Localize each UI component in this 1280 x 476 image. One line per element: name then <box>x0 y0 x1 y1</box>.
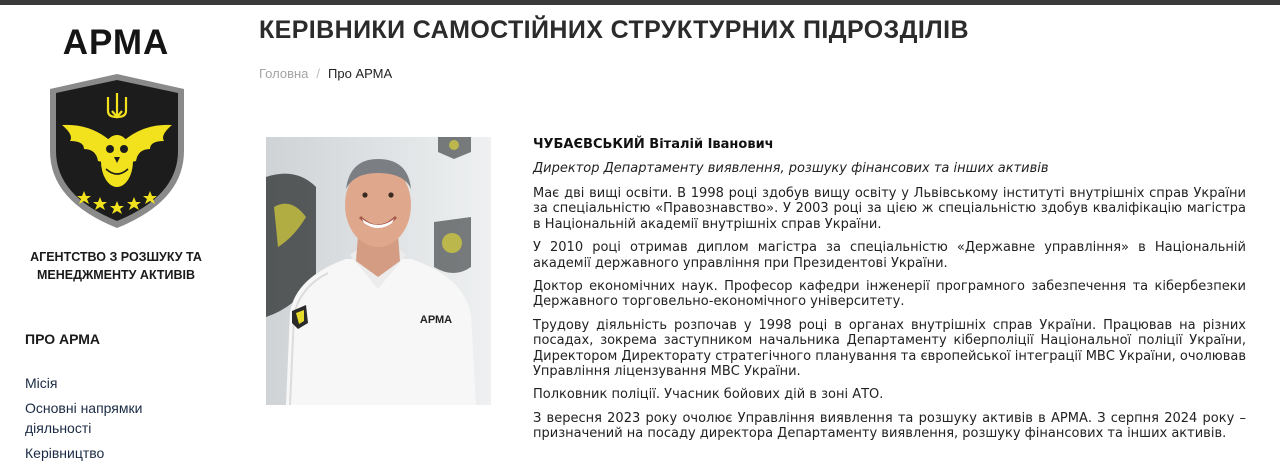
sidebar-heading: ПРО АРМА <box>25 331 101 347</box>
breadcrumb-current: Про АРМА <box>328 66 393 81</box>
page-title: КЕРІВНИКИ САМОСТІЙНИХ СТРУКТУРНИХ ПІДРОЗДІЛІВ <box>259 16 969 44</box>
breadcrumb-home-link[interactable]: Головна <box>259 66 309 81</box>
breadcrumb-separator: / <box>316 66 321 81</box>
agency-name: АГЕНТСТВО З РОЗШУКУ ТА МЕНЕДЖМЕНТУ АКТИВІВ <box>30 250 202 282</box>
profile-name: ЧУБАЄВСЬКИЙ Віталій Іванович <box>533 137 774 152</box>
profile-photo <box>266 137 491 405</box>
sidebar-item-leadership[interactable]: Керівництво <box>25 445 105 461</box>
bio-paragraph: Доктор економічних наук. Професор кафедри інженерії програмного забезпечення та кібербезпеки Державного торговельно-економічного університету. <box>533 279 1246 310</box>
sidebar <box>0 5 232 476</box>
sidebar-item-mission[interactable]: Місія <box>25 375 58 391</box>
sidebar-item-main-directions[interactable]: Основні напрямки діяльності <box>25 400 143 436</box>
shield-logo-icon[interactable] <box>44 71 190 231</box>
bio-paragraph: У 2010 році отримав диплом магістра за спеціальністю «Державне управління» в Національній академії державного управління при Президентові України. <box>533 240 1246 271</box>
breadcrumb <box>259 66 392 81</box>
bio-paragraph: З вересня 2023 року очолює Управління виявлення та розшуку активів в АРМА. З серпня 2024 року – призначений на посаду директора Департаменту виявлення, розшуку фінансових та інших активів. <box>533 410 1246 442</box>
shirt-logo-text: АРМА <box>419 314 453 326</box>
bio-paragraph: Полковник поліції. Учасник бойових дій в зоні АТО. <box>533 387 884 403</box>
sidebar-menu <box>25 373 215 468</box>
profile-bio <box>533 137 1246 450</box>
profile-position: Директор Департаменту виявлення, розшуку фінансових та інших активів <box>533 161 1049 176</box>
bio-paragraph: Має дві вищі освіти. В 1998 році здобув вищу освіту у Львівському інституті внутрішніх справ України за спеціальністю «Правознавство». У 2003 році за цією ж спеціальністю здобув кваліфікацію магістра в Національній академії внутрішніх справ України. <box>533 186 1246 232</box>
bio-paragraph: Трудову діяльність розпочав у 1998 році в органах внутрішніх справ України. Працював на різних посадах, зокрема заступником начальника Департаменту кіберполіції Національної поліції України, Директором Директорату стратегічного планування та європейської інтеграції МВС України, очолював Управління ліцензування МВС України. <box>533 317 1246 380</box>
logo-title[interactable]: АРМА <box>62 23 170 62</box>
